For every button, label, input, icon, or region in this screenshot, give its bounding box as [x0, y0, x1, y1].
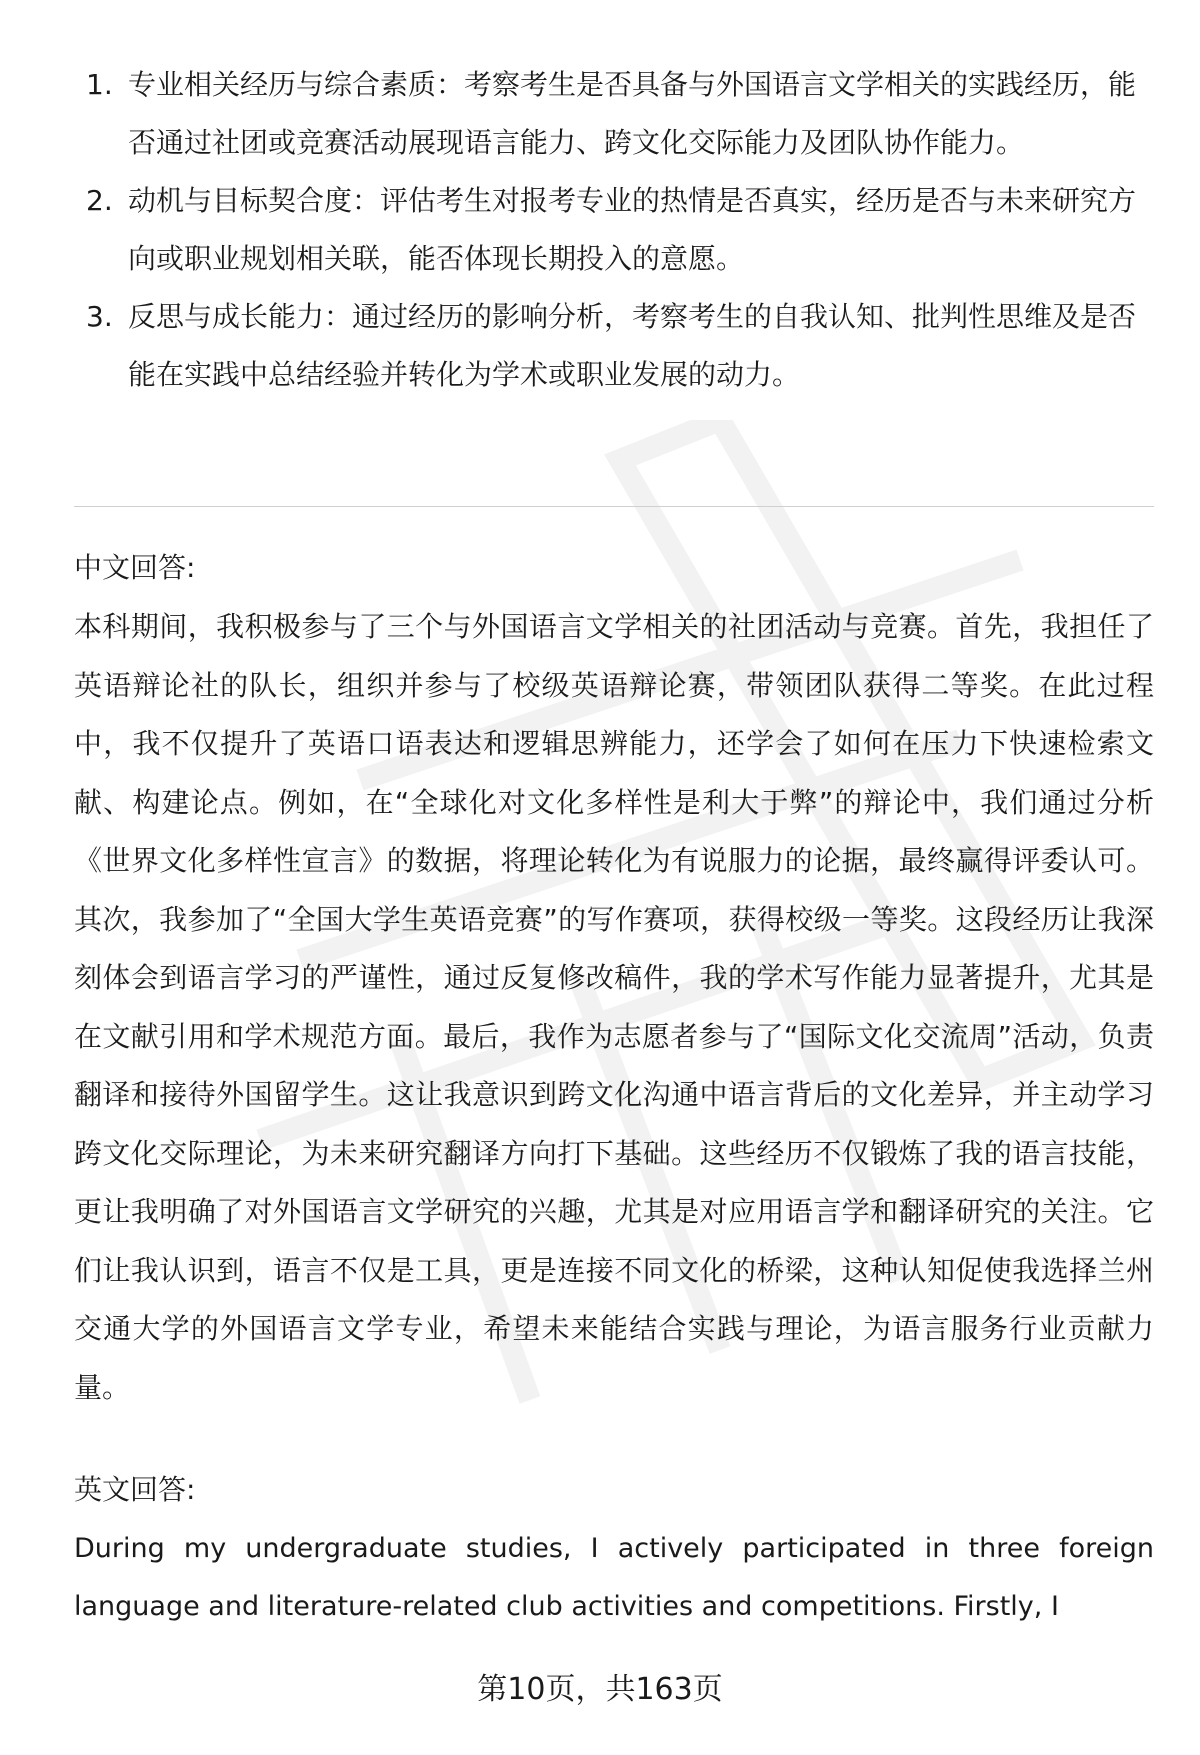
english-answer-text: During my undergraduate studies, I actively participated in three foreign language and literature-related club activities and competitions. Firstly, I	[74, 1533, 1154, 1622]
criteria-item-1	[74, 56, 1154, 172]
criteria-item-2	[74, 172, 1154, 288]
criteria-number: 1.	[86, 68, 113, 101]
criteria-text: 动机与目标契合度：评估考生对报考专业的热情是否真实，经历是否与未来研究方向或职业规划相关联，能否体现长期投入的意愿。	[128, 184, 1137, 275]
chinese-answer-text: 本科期间，我积极参与了三个与外国语言文学相关的社团活动与竞赛。首先，我担任了英语辩论社的队长，组织并参与了校级英语辩论赛，带领团队获得二等奖。在此过程中，我不仅提升了英语口语表达和逻辑思辨能力，还学会了如何在压力下快速检索文献、构建论点。例如，在“全球化对文化多样性是利大于弊”的辩论中，我们通过分析《世界文化多样性宣言》的数据，将理论转化为有说服力的论据，最终赢得评委认可。其次，我参加了“全国大学生英语竞赛”的写作赛项，获得校级一等奖。这段经历让我深刻体会到语言学习的严谨性，通过反复修改稿件，我的学术写作能力显著提升，尤其是在文献引用和学术规范方面。最后，我作为志愿者参与了“国际文化交流周”活动，负责翻译和接待外国留学生。这让我意识到跨文化沟通中语言背后的文化差异，并主动学习跨文化交际理论，为未来研究翻译方向打下基础。这些经历不仅锻炼了我的语言技能，更让我明确了对外国语言文学研究的兴趣，尤其是对应用语言学和翻译研究的关注。它们让我认识到，语言不仅是工具，更是连接不同文化的桥梁，这种认知促使我选择兰州交通大学的外国语言文学专业，希望未来能结合实践与理论，为语言服务行业贡献力量。	[74, 610, 1154, 1404]
english-answer-label: 英文回答:	[74, 1473, 196, 1506]
page-number-footer: 第10页，共163页	[477, 1672, 723, 1707]
criteria-text: 反思与成长能力：通过经历的影响分析，考察考生的自我认知、批判性思维及是否能在实践中总结经验并转化为学术或职业发展的动力。	[128, 300, 1137, 391]
criteria-number: 3.	[86, 300, 113, 333]
evaluation-criteria-list	[74, 56, 1154, 404]
criteria-item-3	[74, 288, 1154, 404]
criteria-number: 2.	[86, 184, 113, 217]
chinese-answer-label: 中文回答:	[74, 551, 196, 584]
section-divider	[74, 506, 1154, 507]
criteria-text: 专业相关经历与综合素质：考察考生是否具备与外国语言文学相关的实践经历，能否通过社团或竞赛活动展现语言能力、跨文化交际能力及团队协作能力。	[128, 68, 1137, 159]
